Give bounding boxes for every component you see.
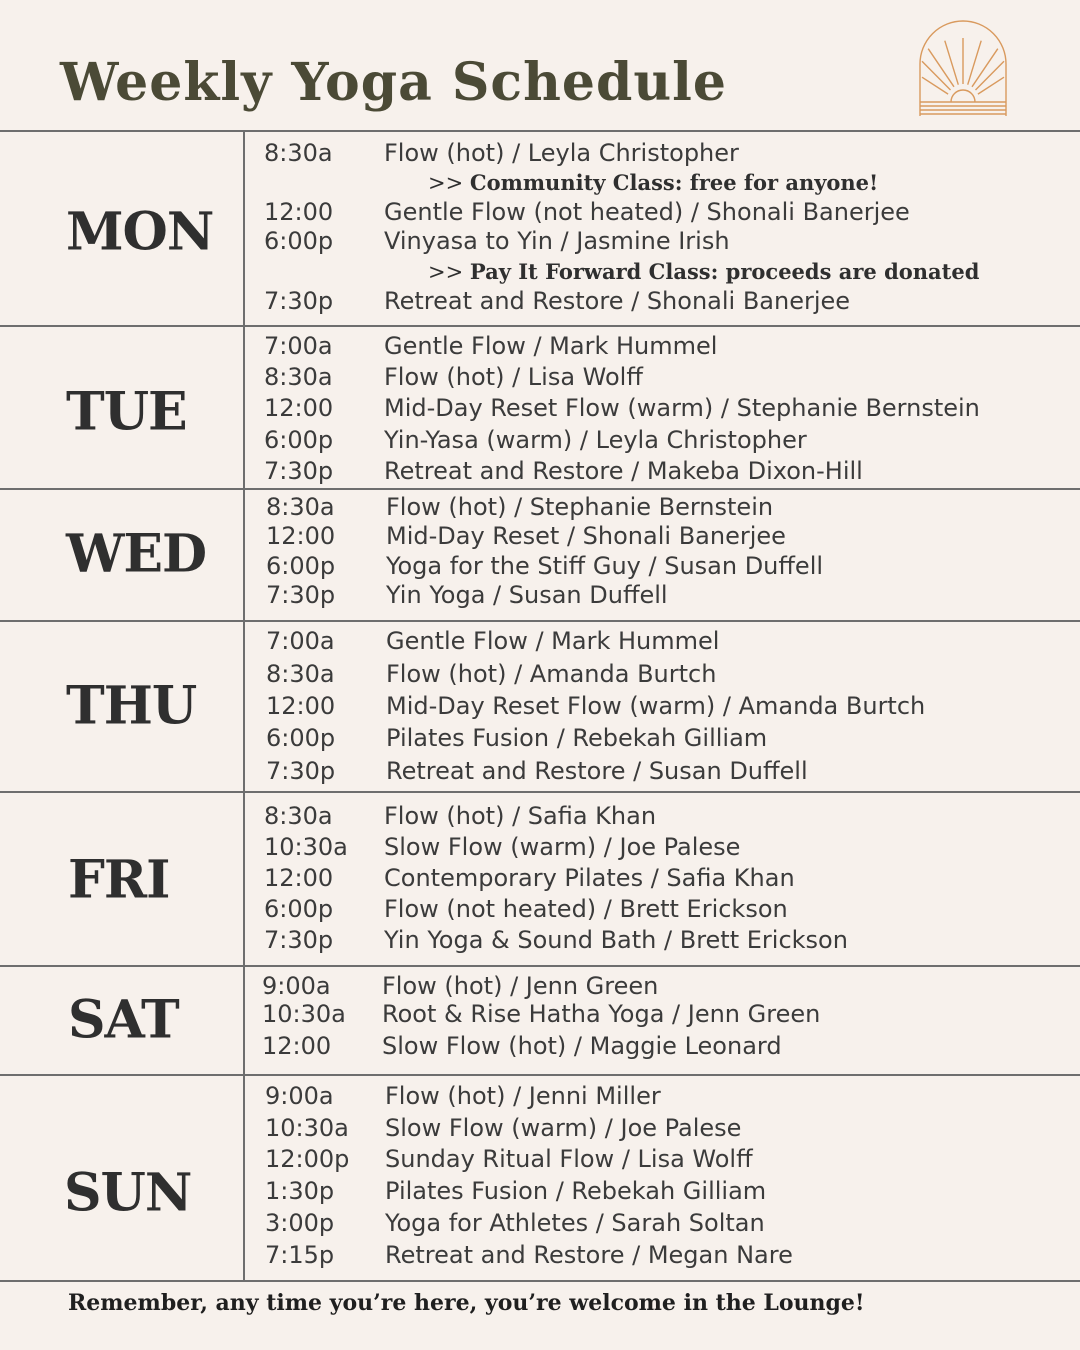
day-label-mon: MON: [66, 201, 214, 263]
class-time: 6:00p: [264, 895, 334, 923]
note-prefix: >>: [428, 171, 464, 195]
class-name: Slow Flow (hot) / Maggie Leonard: [382, 1032, 782, 1060]
day-label-sat: SAT: [68, 989, 179, 1051]
class-name: Retreat and Restore / Shonali Banerjee: [384, 287, 851, 315]
class-name: Gentle Flow / Mark Hummel: [384, 332, 718, 360]
divider-line: [0, 325, 1080, 327]
class-time: 12:00: [266, 522, 336, 550]
class-time: 10:30a: [265, 1114, 349, 1142]
divider-line: [0, 1074, 1080, 1076]
class-time: 8:30a: [264, 802, 333, 830]
class-time: 6:00p: [266, 724, 336, 752]
class-time: 3:00p: [265, 1209, 335, 1237]
class-time: 12:00: [262, 1032, 332, 1060]
page-title: Weekly Yoga Schedule: [60, 52, 727, 113]
divider-line: [0, 620, 1080, 622]
class-time: 12:00p: [265, 1145, 350, 1173]
class-time: 10:30a: [264, 833, 348, 861]
class-time: 6:00p: [264, 426, 334, 454]
day-label-sun: SUN: [64, 1162, 192, 1224]
class-time: 7:30p: [264, 287, 334, 315]
footer-message: Remember, any time you’re here, you’re welcome in the Lounge!: [68, 1290, 865, 1316]
note-text: Community Class: free for anyone!: [469, 170, 879, 195]
class-name: Yoga for the Stiff Guy / Susan Duffell: [386, 552, 824, 580]
class-name: Gentle Flow / Mark Hummel: [386, 627, 720, 655]
class-time: 7:30p: [266, 581, 336, 609]
class-name: Mid-Day Reset / Shonali Banerjee: [386, 522, 786, 550]
class-name: Yin Yoga & Sound Bath / Brett Erickson: [384, 926, 848, 954]
divider-line: [0, 130, 1080, 132]
class-time: 9:00a: [262, 972, 331, 1000]
class-time: 12:00: [264, 864, 334, 892]
class-name: Slow Flow (warm) / Joe Palese: [384, 833, 741, 861]
class-time: 7:15p: [265, 1241, 335, 1269]
class-name: Yin-Yasa (warm) / Leyla Christopher: [384, 426, 807, 454]
class-name: Gentle Flow (not heated) / Shonali Banerjee: [384, 198, 910, 226]
class-time: 6:00p: [266, 552, 336, 580]
note-text: Pay It Forward Class: proceeds are donated: [469, 259, 980, 284]
divider-line: [0, 965, 1080, 967]
class-name: Retreat and Restore / Makeba Dixon-Hill: [384, 457, 863, 485]
class-name: Mid-Day Reset Flow (warm) / Amanda Burtch: [386, 692, 926, 720]
class-name: Flow (hot) / Amanda Burtch: [386, 660, 717, 688]
note-prefix: >>: [428, 260, 464, 284]
class-name: Retreat and Restore / Megan Nare: [385, 1241, 793, 1269]
class-note: [428, 168, 878, 198]
class-time: 1:30p: [265, 1177, 335, 1205]
class-time: 10:30a: [262, 1000, 346, 1028]
class-time: 7:00a: [266, 627, 335, 655]
class-time: 6:00p: [264, 227, 334, 255]
class-name: Root & Rise Hatha Yoga / Jenn Green: [382, 1000, 821, 1028]
class-note: [428, 257, 979, 287]
class-name: Pilates Fusion / Rebekah Gilliam: [385, 1177, 767, 1205]
divider-line: [0, 488, 1080, 490]
column-divider: [243, 130, 245, 1280]
class-name: Flow (hot) / Stephanie Bernstein: [386, 493, 774, 521]
class-name: Yoga for Athletes / Sarah Soltan: [385, 1209, 765, 1237]
class-name: Pilates Fusion / Rebekah Gilliam: [386, 724, 768, 752]
class-time: 8:30a: [266, 493, 335, 521]
day-label-fri: FRI: [68, 849, 170, 911]
class-time: 12:00: [266, 692, 336, 720]
class-time: 8:30a: [264, 363, 333, 391]
sunrise-arch-icon: [918, 20, 1008, 118]
class-time: 8:30a: [264, 139, 333, 167]
class-name: Flow (hot) / Safia Khan: [384, 802, 657, 830]
class-name: Flow (hot) / Jenni Miller: [385, 1082, 661, 1110]
class-time: 7:30p: [264, 457, 334, 485]
class-time: 8:30a: [266, 660, 335, 688]
divider-line: [0, 791, 1080, 793]
day-label-wed: WED: [66, 523, 207, 585]
class-name: Retreat and Restore / Susan Duffell: [386, 757, 808, 785]
class-name: Flow (hot) / Lisa Wolff: [384, 363, 643, 391]
class-name: Sunday Ritual Flow / Lisa Wolff: [385, 1145, 753, 1173]
class-time: 12:00: [264, 198, 334, 226]
class-name: Flow (hot) / Leyla Christopher: [384, 139, 739, 167]
day-label-thu: THU: [66, 675, 197, 737]
day-label-tue: TUE: [66, 381, 187, 443]
class-name: Slow Flow (warm) / Joe Palese: [385, 1114, 742, 1142]
class-time: 7:00a: [264, 332, 333, 360]
class-name: Flow (not heated) / Brett Erickson: [384, 895, 788, 923]
class-time: 12:00: [264, 394, 334, 422]
class-name: Flow (hot) / Jenn Green: [382, 972, 659, 1000]
class-name: Yin Yoga / Susan Duffell: [386, 581, 668, 609]
divider-line: [0, 1280, 1080, 1282]
class-time: 7:30p: [266, 757, 336, 785]
class-time: 7:30p: [264, 926, 334, 954]
class-name: Vinyasa to Yin / Jasmine Irish: [384, 227, 730, 255]
class-name: Mid-Day Reset Flow (warm) / Stephanie Bernstein: [384, 394, 980, 422]
class-time: 9:00a: [265, 1082, 334, 1110]
class-name: Contemporary Pilates / Safia Khan: [384, 864, 795, 892]
